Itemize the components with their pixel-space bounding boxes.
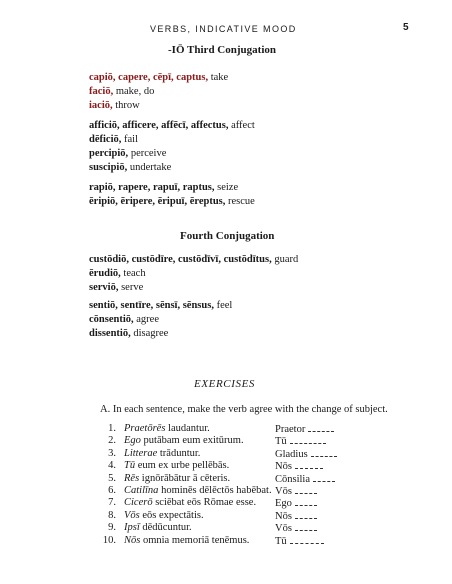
- english-gloss: serve: [118, 282, 144, 293]
- exercise-item: [92, 473, 412, 485]
- exercise-predicate: trāduntur.: [157, 447, 201, 459]
- exercise-subject: Rēs: [124, 472, 140, 484]
- vocab-line: [89, 134, 138, 146]
- exercise-number: 2.: [108, 435, 116, 447]
- exercise-sentence: [124, 435, 244, 446]
- exercise-number: 3.: [108, 447, 116, 459]
- latin-forms: dissentiō,: [89, 328, 131, 339]
- exercise-subject: Tū: [124, 460, 136, 472]
- replacement-subject: [275, 435, 326, 447]
- exercise-sentence: [124, 460, 229, 471]
- english-gloss: take: [208, 72, 229, 83]
- exercise-predicate: laudantur.: [165, 423, 210, 434]
- exercise-number: 9.: [108, 522, 116, 534]
- exercise-sentence: [124, 522, 192, 533]
- vocab-line: [89, 162, 171, 174]
- english-gloss: guard: [271, 254, 299, 265]
- exercise-predicate: ignōrābātur ā cēteris.: [139, 472, 231, 484]
- latin-forms: dēficiō,: [89, 134, 122, 145]
- replacement-subject-text: Cōnsilia: [275, 473, 311, 485]
- latin-forms: afficiō, afficere, affēcī, affectus,: [89, 120, 229, 131]
- exercise-subject: Catilīna: [124, 484, 159, 496]
- latin-forms: suscipiō,: [89, 162, 128, 173]
- exercise-subject: Litterae: [124, 447, 158, 459]
- exercise-list: [92, 423, 412, 547]
- exercise-predicate: eum ex urbe pellēbās.: [135, 460, 230, 472]
- replacement-subject: [275, 423, 334, 435]
- exercise-item: [92, 497, 412, 509]
- answer-blank[interactable]: [290, 535, 324, 544]
- latin-forms: ērudiō,: [89, 268, 121, 279]
- exercise-number: 7.: [108, 497, 116, 509]
- replacement-subject-text: Nōs: [275, 461, 292, 473]
- answer-blank[interactable]: [313, 473, 335, 482]
- exercise-item: [92, 423, 412, 435]
- latin-forms: cōnsentiō,: [89, 314, 134, 325]
- english-gloss: affect: [228, 120, 255, 131]
- exercise-item: [92, 535, 412, 547]
- english-gloss: feel: [213, 300, 233, 311]
- replacement-subject: [275, 497, 317, 509]
- exercise-subject: Nōs: [124, 534, 141, 546]
- latin-forms: percipiō,: [89, 148, 129, 159]
- replacement-subject-text: Vōs: [275, 523, 292, 535]
- english-gloss: teach: [120, 268, 146, 279]
- answer-blank[interactable]: [295, 497, 317, 506]
- vocab-line: [89, 72, 228, 84]
- latin-forms: iaciō,: [89, 100, 113, 111]
- vocab-line: [89, 254, 298, 266]
- replacement-subject-text: Vōs: [275, 485, 292, 497]
- section-title-fourth-conjugation: Fourth Conjugation: [180, 230, 275, 242]
- vocab-line: [89, 328, 168, 340]
- latin-forms: sentiō, sentīre, sēnsī, sēnsus,: [89, 300, 214, 311]
- exercise-subject: Cicerō: [124, 497, 153, 509]
- exercise-item: [92, 460, 412, 472]
- replacement-subject-text: Nōs: [275, 510, 292, 522]
- english-gloss: perceive: [128, 148, 167, 159]
- replacement-subject: [275, 460, 323, 472]
- exercise-sentence: [124, 473, 230, 484]
- exercise-instruction: A. In each sentence, make the verb agree with the change of subject.: [100, 404, 388, 415]
- exercise-predicate: eōs expectātis.: [139, 509, 204, 521]
- latin-forms: rapiō, rapere, rapuī, raptus,: [89, 182, 215, 193]
- english-gloss: agree: [133, 314, 159, 325]
- replacement-subject-text: Gladius: [275, 448, 308, 460]
- latin-forms: capiō, capere, cēpī, captus,: [89, 72, 209, 83]
- replacement-subject-text: Tū: [275, 535, 287, 547]
- answer-blank[interactable]: [311, 448, 337, 457]
- vocab-line: [89, 148, 166, 160]
- page-number: 5: [403, 22, 409, 33]
- exercise-number: 10.: [102, 534, 116, 546]
- latin-forms: faciō,: [89, 86, 114, 97]
- answer-blank[interactable]: [290, 435, 326, 444]
- exercise-number: 5.: [108, 472, 116, 484]
- vocab-line: [89, 300, 232, 312]
- exercise-sentence: [124, 510, 204, 521]
- exercise-subject: Ipsī: [124, 522, 140, 534]
- replacement-subject-text: Ego: [275, 498, 292, 510]
- latin-forms: ēripiō, ēripere, ēripuī, ēreptus,: [89, 196, 226, 207]
- vocab-line: [89, 100, 140, 112]
- exercise-predicate: sciēbat eōs Rōmae esse.: [152, 497, 257, 509]
- replacement-subject-text: Praetor: [275, 424, 306, 435]
- exercise-sentence: [124, 448, 200, 459]
- exercise-item: [92, 485, 412, 497]
- exercise-predicate: dēdūcuntur.: [139, 522, 192, 534]
- replacement-subject: [275, 522, 317, 534]
- exercise-sentence: [124, 423, 210, 434]
- latin-forms: custōdiō, custōdīre, custōdīvī, custōdītus,: [89, 254, 272, 265]
- exercise-sentence: [124, 497, 256, 508]
- running-header: VERBS, INDICATIVE MOOD: [150, 24, 297, 34]
- latin-forms: serviō,: [89, 282, 119, 293]
- replacement-subject: [275, 535, 324, 547]
- vocab-line: [89, 120, 255, 132]
- replacement-subject: [275, 448, 337, 460]
- vocab-line: [89, 182, 238, 194]
- english-gloss: fail: [121, 134, 138, 145]
- exercise-subject: Praetōrēs: [124, 423, 166, 434]
- exercise-number: 1.: [108, 423, 116, 434]
- english-gloss: throw: [112, 100, 140, 111]
- exercises-title: EXERCISES: [194, 378, 255, 390]
- exercise-item: [92, 522, 412, 534]
- vocab-line: [89, 268, 146, 280]
- exercise-item: [92, 435, 412, 447]
- english-gloss: make, do: [113, 86, 155, 97]
- answer-blank[interactable]: [295, 510, 317, 519]
- replacement-subject: [275, 485, 317, 497]
- exercise-predicate: omnia memoriā tenēmus.: [140, 534, 250, 546]
- exercise-sentence: [124, 485, 272, 496]
- replacement-subject: [275, 510, 317, 522]
- vocab-line: [89, 282, 143, 294]
- exercise-subject: Vōs: [124, 509, 140, 521]
- exercise-number: 6.: [108, 484, 116, 496]
- answer-blank[interactable]: [308, 423, 334, 432]
- exercise-number: 8.: [108, 509, 116, 521]
- exercise-predicate: hominēs dēlēctōs habēbat.: [158, 484, 272, 496]
- exercise-item: [92, 448, 412, 460]
- vocab-line: [89, 86, 154, 98]
- english-gloss: seize: [214, 182, 239, 193]
- answer-blank[interactable]: [295, 522, 317, 531]
- answer-blank[interactable]: [295, 460, 323, 469]
- english-gloss: rescue: [225, 196, 255, 207]
- exercise-predicate: putābam eum exitūrum.: [140, 435, 244, 447]
- exercise-number: 4.: [108, 460, 116, 472]
- section-title-io-third-conjugation: -IŌ Third Conjugation: [168, 44, 276, 56]
- english-gloss: undertake: [127, 162, 172, 173]
- exercise-item: [92, 510, 412, 522]
- vocab-line: [89, 196, 255, 208]
- exercise-subject: Ego: [124, 435, 141, 447]
- vocab-line: [89, 314, 159, 326]
- replacement-subject: [275, 473, 335, 485]
- answer-blank[interactable]: [295, 485, 317, 494]
- exercise-sentence: [124, 535, 249, 546]
- replacement-subject-text: Tū: [275, 436, 287, 448]
- english-gloss: disagree: [130, 328, 169, 339]
